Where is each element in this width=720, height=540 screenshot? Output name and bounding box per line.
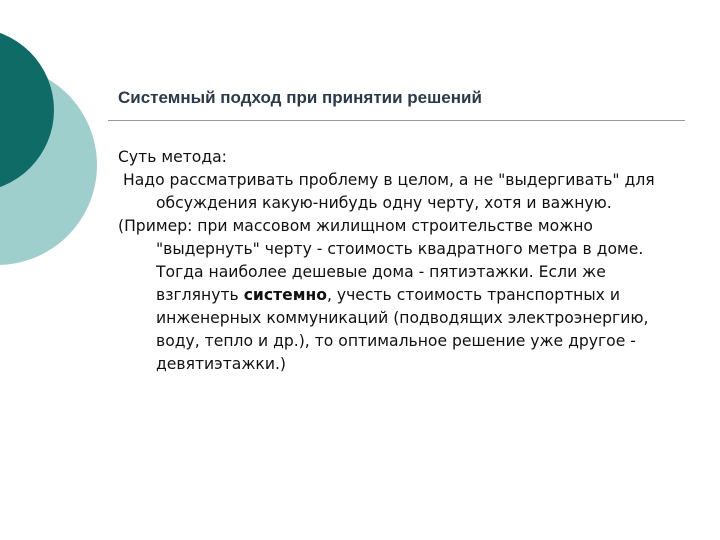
slide-title: Системный подход при принятии решений bbox=[118, 88, 482, 107]
title-divider bbox=[108, 120, 685, 121]
method-heading: Суть метода: bbox=[118, 148, 227, 166]
example-text-start: (Пример: при массовом жилищном строительстве можно "выдернуть" черту - стоимость квадратного метра в доме. Тогда наиболее дешевые дома - пятиэтажки. Если же взглянуть bbox=[118, 217, 644, 304]
paragraph-example bbox=[118, 215, 678, 376]
emphasis-systemically: системно bbox=[243, 286, 327, 304]
decorative-circles bbox=[0, 0, 120, 300]
example-text-end: , учесть стоимость транспортных и инженерных коммуникаций (подводящих электроэнергию, воду, тепло и др.), то оптимальное решение уже другое - девятиэтажки.) bbox=[156, 286, 649, 373]
paragraph-principle: Надо рассматривать проблему в целом, а не "выдергивать" для обсуждения какую-нибудь одну черту, хотя и важную. bbox=[123, 171, 655, 212]
slide-body bbox=[118, 146, 678, 376]
